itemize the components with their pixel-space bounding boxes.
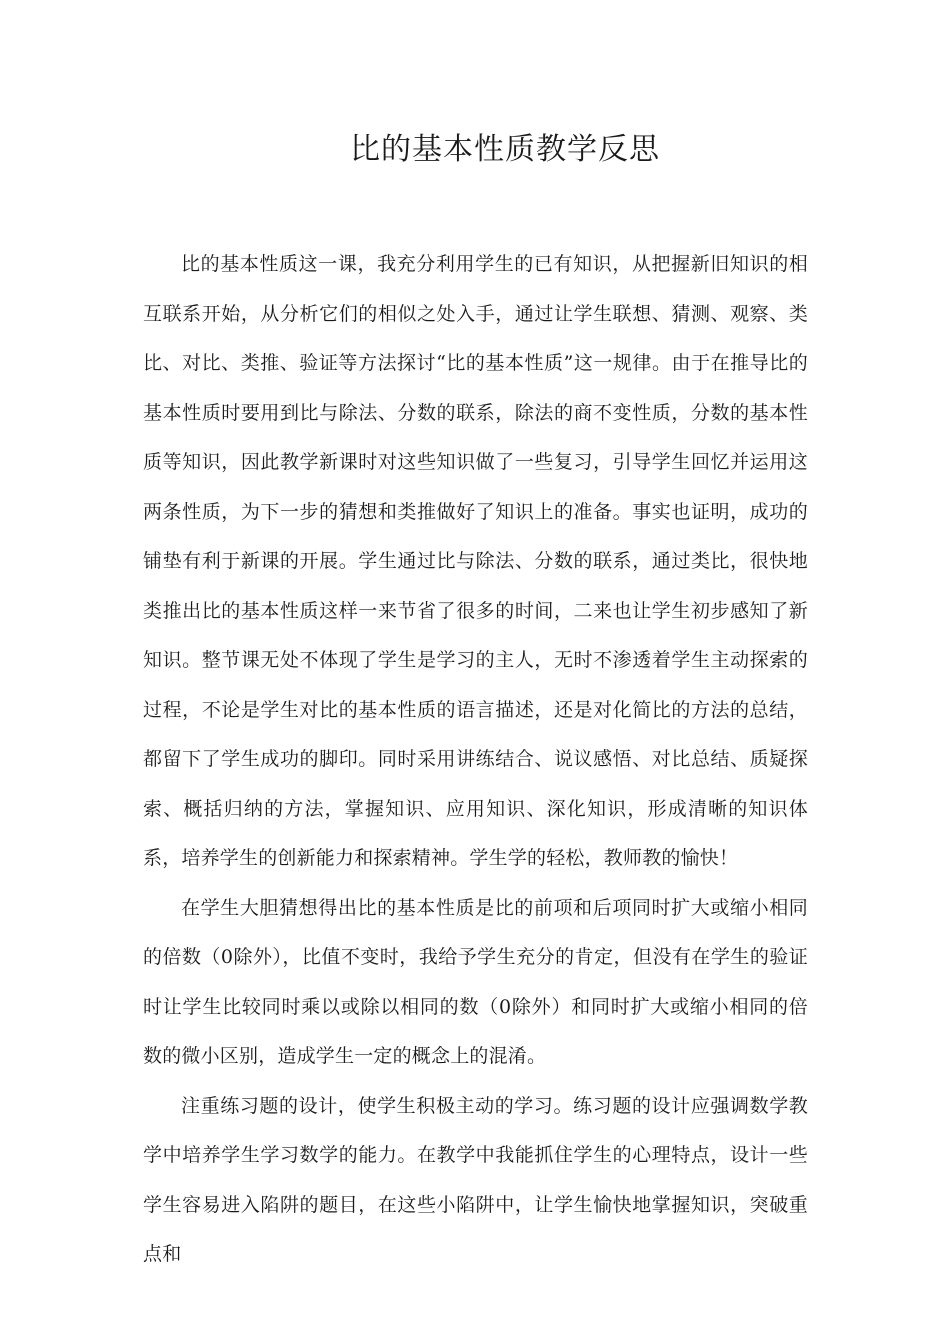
document-body xyxy=(143,240,808,1280)
paragraph-3: 注重练习题的设计，使学生积极主动的学习。练习题的设计应强调数学教学中培养学生学习数学的能力。在教学中我能抓住学生的心理特点，设计一些学生容易进入陷阱的题目，在这些小陷阱中，让学生愉快地掌握知识，突破重点和 xyxy=(143,1094,808,1265)
paragraph-1: 比的基本性质这一课，我充分利用学生的已有知识，从把握新旧知识的相互联系开始，从分析它们的相似之处入手，通过让学生联想、猜测、观察、类比、对比、类推、验证等方法探讨“比的基本性质”这一规律。由于在推导比的基本性质时要用到比与除法、分数的联系，除法的商不变性质，分数的基本性质等知识，因此教学新课时对这些知识做了一些复习，引导学生回忆并运用这两条性质，为下一步的猜想和类推做好了知识上的准备。事实也证明，成功的铺垫有利于新课的开展。学生通过比与除法、分数的联系，通过类比，很快地类推出比的基本性质这样一来节省了很多的时间，二来也让学生初步感知了新知识。整节课无处不体现了学生是学习的主人，无时不渗透着学生主动探索的过程，不论是学生对比的基本性质的语言描述，还是对化简比的方法的总结，都留下了学生成功的脚印。同时采用讲练结合、说议感悟、对比总结、质疑探索、概括归纳的方法，掌握知识、应用知识、深化知识，形成清晰的知识体系，培养学生的创新能力和探索精神。学生学的轻松，教师教的愉快！ xyxy=(143,253,808,869)
paragraph-2: 在学生大胆猜想得出比的基本性质是比的前项和后项同时扩大或缩小相同的倍数（0除外），比值不变时，我给予学生充分的肯定，但没有在学生的验证时让学生比较同时乘以或除以相同的数（0除外）和同时扩大或缩小相同的倍数的微小区别，造成学生一定的概念上的混淆。 xyxy=(143,896,808,1067)
document-title: 比的基本性质教学反思 xyxy=(350,132,660,167)
